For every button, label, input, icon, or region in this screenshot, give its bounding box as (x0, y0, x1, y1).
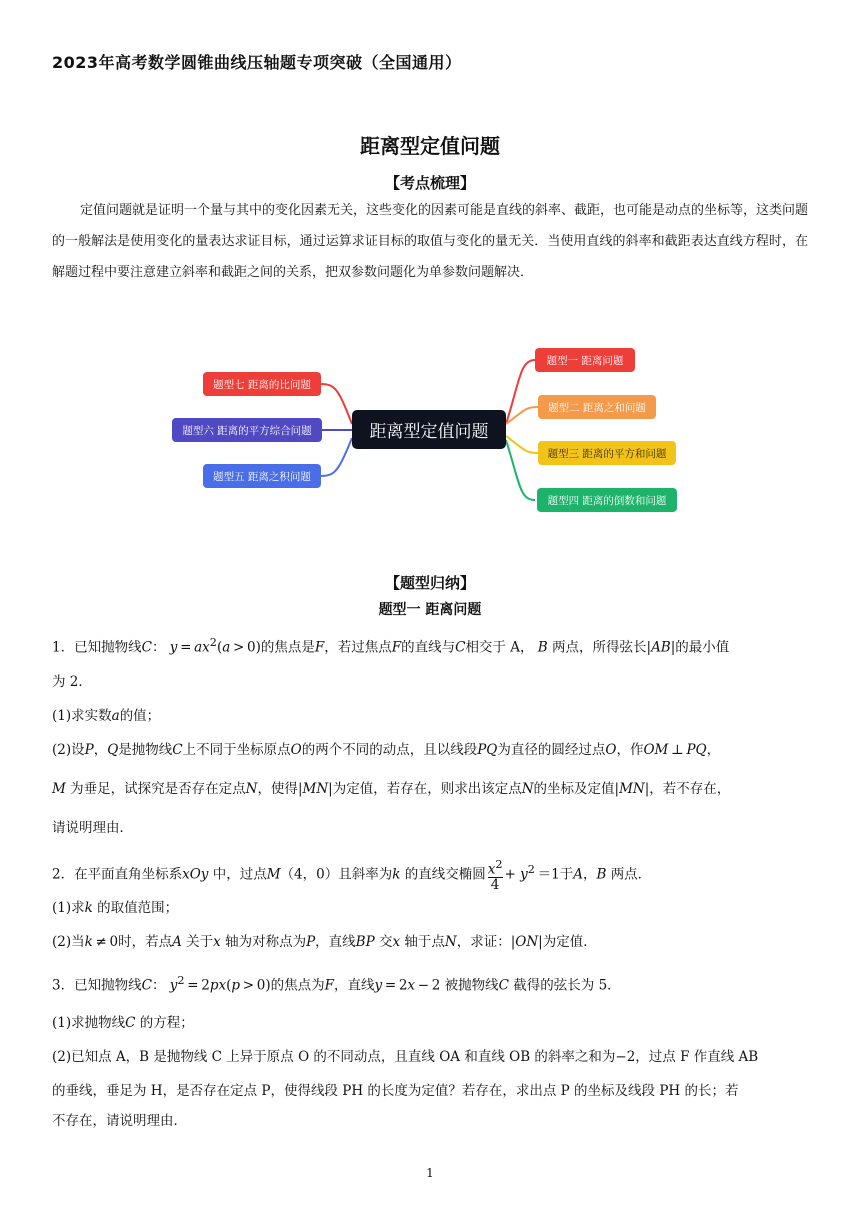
mind-map-node-type6: 题型六 距离的平方综合问题 (172, 418, 322, 442)
document-header: 2023年高考数学圆锥曲线压轴题专项突破（全国通用） (52, 53, 462, 72)
page-title: 距离型定值问题 (360, 134, 500, 158)
problem-1-line-1: 1．已知抛物线C： $y = ax^2(a > 0)$的焦点是F，若过焦点F的直线与C相交于 A， B 两点，所得弦长|AB|的最小值 (52, 636, 730, 656)
mind-map-node-type1: 题型一 距离问题 (535, 348, 635, 372)
problem-1-part-2-line-3: 请说明理由． (52, 820, 133, 836)
problem-2-part-1: (1)求k 的取值范围； (52, 900, 179, 916)
mind-map-node-type7: 题型七 距离的比问题 (203, 372, 321, 396)
problem-2-line-1: 2．在平面直角坐标系xOy 中，过点M（4，0）且斜率为k 的直线交椭圆 $\frac{x^2}{4}$ + $y^2 =1$于A，B 两点． (52, 858, 652, 893)
section-heading-review: 【考点梳理】 (384, 174, 475, 192)
problem-3-line-1: 3．已知抛物线C： $y^2 = 2px(p > 0)$的焦点为F，直线y = 2x − 2 被抛物线C 截得的弦长为 5． (52, 974, 621, 994)
problem-1-line-2: 为 2． (52, 674, 92, 690)
problem-3-part-2-line-2: 的垂线，垂足为 H，是否存在定点 P，使得线段 PH 的长度为定值？若存在，求出点 P 的坐标及线段 PH 的长；若 (52, 1083, 739, 1099)
mind-map-node-type4: 题型四 距离的倒数和问题 (537, 488, 677, 512)
mind-map-node-type5: 题型五 距离之积问题 (203, 464, 321, 488)
problem-2-part-2: (2)当k ≠ 0时，若点A 关于x 轴为对称点为P，直线BP 交x 轴于点N，求证：|ON|为定值． (52, 934, 597, 950)
type1-heading: 题型一 距离问题 (378, 602, 482, 618)
problem-3-part-2-line-3: 不存在，请说明理由． (52, 1113, 187, 1129)
section-heading-types: 【题型归纳】 (384, 574, 475, 592)
problem-1-part-1: (1)求实数a的值； (52, 708, 161, 724)
mind-map-node-type2: 题型二 距离之和问题 (538, 395, 656, 419)
mind-map-center: 距离型定值问题 (352, 410, 506, 449)
problem-1-part-2-line-1: (2)设P，Q是抛物线C上不同于坐标原点O的两个不同的动点，且以线段PQ为直径的圆经过点O，作OM ⊥ PQ， (52, 742, 721, 758)
problem-3-part-1: (1)求抛物线C 的方程； (52, 1015, 194, 1031)
page-number: 1 (426, 1166, 434, 1180)
problem-3-part-2-line-1: (2)已知点 A，B 是抛物线 C 上异于原点 O 的不同动点，且直线 OA 和直线 OB 的斜率之和为−2，过点 F 作直线 AB (52, 1049, 759, 1065)
problem-1-part-2-line-2: M 为垂足，试探究是否存在定点N，使得|MN|为定值，若存在，则求出该定点N的坐标及定值|MN|，若不存在， (52, 781, 731, 797)
intro-paragraph: 定值问题就是证明一个量与其中的变化因素无关，这些变化的因素可能是直线的斜率、截距，也可能是动点的坐标等，这类问题的一般解法是使用变化的量表达求证目标，通过运算求证目标的取值与变化的量无关．当使用直线的斜率和截距表达直线方程时，在解题过程中要注意建立斜率和截距之间的关系，把双参数问题化为单参数问题解决． (52, 203, 809, 280)
mind-map-node-type3: 题型三 距离的平方和问题 (538, 441, 676, 465)
mind-map (170, 340, 680, 520)
